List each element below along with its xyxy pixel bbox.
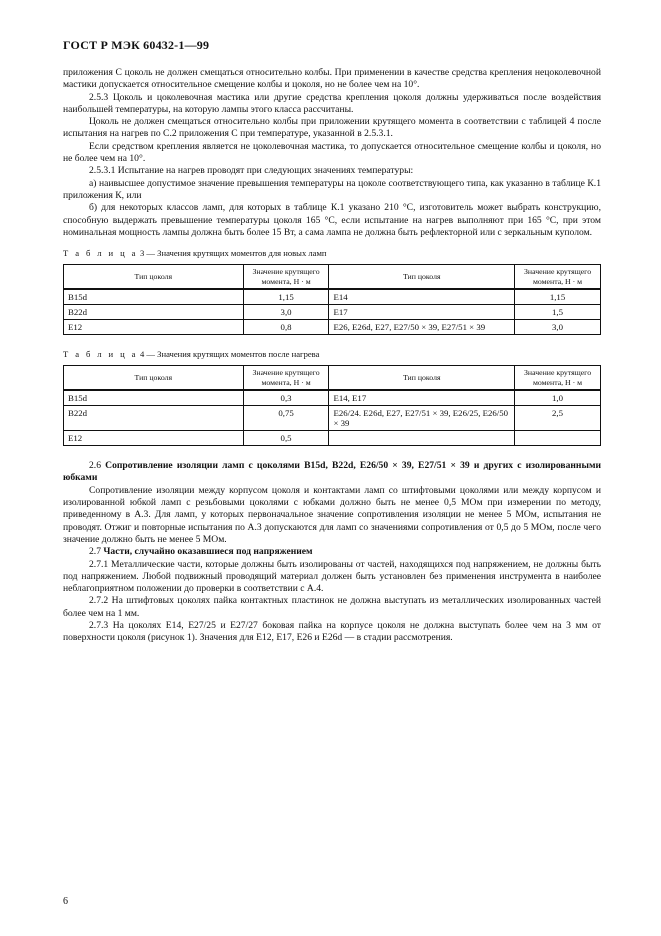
- section-2-7-heading: 2.7 Части, случайно оказавшиеся под напряжением: [89, 546, 313, 558]
- column-header: Значение крутящего момента, Н · м: [243, 366, 329, 391]
- table-cell: 1,5: [515, 305, 601, 320]
- table-cell: [329, 431, 515, 446]
- table-row: [64, 305, 601, 320]
- paragraph: 2.5.3.1 Испытание на нагрев проводят при следующих значениях температуры:: [89, 165, 414, 177]
- table-header-row: [64, 366, 601, 391]
- table-cell: E17: [329, 305, 515, 320]
- table-cell: 0,8: [243, 320, 329, 335]
- paragraph: Если средством крепления является не цоколевочная мастика, то допускается относительное смещение колбы и цоколя, но не более чем на 10°.: [63, 140, 601, 165]
- paragraph: Цоколь не должен смещаться относительно колбы при приложении крутящего момента в соответствии с таблицей 4 после испытания на нагрев по С.2 приложения С при температуре, указанной в 2.5.3.1.: [63, 116, 601, 140]
- column-header: Тип цоколя: [329, 265, 515, 290]
- table-cell: 3,0: [243, 305, 329, 320]
- column-header: Тип цоколя: [64, 366, 244, 391]
- table-row: [64, 406, 601, 431]
- list-item: а) наивысшее допустимое значение превышения температуры на цоколе соответствующего типа, как указанно в таблице К.1 приложения К, или: [63, 177, 601, 201]
- paragraph: 2.7.1 Металлические части, которые должны быть изолированы от частей, находящихся под напряжением, не должны быть под напряжением. Любой подвижный проводящий материал должен быть установлен без применения инструмента в наиболее неблагоприятном положении до проверки в соответствии с А.4.: [63, 558, 601, 595]
- table-cell: E12: [64, 431, 244, 446]
- table-row: [64, 390, 601, 406]
- table-cell: E26/24. E26d, E27, E27/51 × 39, E26/25, E26/50 × 39: [329, 406, 515, 431]
- column-header: Тип цоколя: [329, 366, 515, 391]
- column-header: Значение крутящего момента, Н · м: [515, 265, 601, 290]
- table-cell: 1,0: [515, 390, 601, 406]
- table-cell: E12: [64, 320, 244, 335]
- table-cell: E14: [329, 289, 515, 305]
- table-header-row: [64, 265, 601, 290]
- table-cell: B15d: [64, 390, 244, 406]
- paragraph: приложения С цоколь не должен смещаться относительно колбы. При применении в качестве средства крепления нецоколевочной мастики допускается относительное смещение колбы и цоколя, но не более чем на 10°.: [63, 67, 601, 91]
- column-header: Значение крутящего момента, Н · м: [515, 366, 601, 391]
- table-cell: 1,15: [243, 289, 329, 305]
- document-header: ГОСТ Р МЭК 60432-1—99: [63, 38, 210, 52]
- table3: [63, 264, 601, 335]
- document-page: [63, 38, 601, 645]
- table-cell: 1,15: [515, 289, 601, 305]
- list-item: б) для некоторых классов ламп, для которых в таблице К.1 указано 210 °С, изготовитель может выбрать конструкцию, способную выдержать превышение температуры цоколя 165 °С, если испытание на нагрев выполняют при 165 °С, при этом номинальная мощность лампы должна быть более 15 Вт, а сама лампа не должна быть рефлекторной или с зеркальным куполом.: [63, 202, 601, 238]
- table-cell: [515, 431, 601, 446]
- table-cell: B22d: [64, 305, 244, 320]
- table4: [63, 365, 601, 446]
- table-cell: 0,75: [243, 406, 329, 431]
- column-header: Тип цоколя: [64, 265, 244, 290]
- table-row: [64, 431, 601, 446]
- paragraph: 2.5.3 Цоколь и цоколевочная мастика или другие средства крепления цоколя должны удерживаться после воздействия наибольшей температуры, на которую лампы этого класса рассчитаны.: [63, 91, 601, 115]
- table-cell: 3,0: [515, 320, 601, 335]
- paragraph: Сопротивление изоляции между корпусом цоколя и контактами ламп со штифтовыми цоколями или между корпусом и изолированной юбкой ламп с резьбовыми цоколями с юбками должно быть не менее 0,5 МОм при измерении по методу, приведенному в А.3. Для ламп, у которых первоначальное значение сопротивления изоляции не менее 5 МОм, испытания не проводят. Отжиг и повторные испытания по А.3 допускаются для ламп со значениями сопротивления от 0,5 до 5 МОм, после чего значение должно быть не менее 5 МОм.: [63, 484, 601, 545]
- paragraph: 2.7.2 На штифтовых цоколях пайка контактных пластинок не должна выступать из металлических изолированных частей более чем на 1 мм.: [63, 595, 601, 619]
- table-cell: 2,5: [515, 406, 601, 431]
- table-row: [64, 320, 601, 335]
- table-cell: E26, E26d, E27, E27/50 × 39, E27/51 × 39: [329, 320, 515, 335]
- table3-caption: Т а б л и ц а 3 — Значения крутящих моментов для новых ламп: [63, 248, 327, 259]
- section-2-6-heading: 2.6 Сопротивление изоляции ламп с цоколями B15d, B22d, E26/50 × 39, E27/51 × 39 и других с изолированными юбками: [63, 460, 601, 484]
- page-number: 6: [63, 896, 68, 907]
- table-cell: E14, E17: [329, 390, 515, 406]
- table-cell: 0,5: [243, 431, 329, 446]
- paragraph: 2.7.3 На цоколях E14, E27/25 и E27/27 боковая пайка на корпусе цоколя не должна выступать более чем на 3 мм от поверхности цоколя (рисунок 1). Значения для E12, E17, E26 и E26d — в стадии рассмотрения.: [63, 620, 601, 644]
- table-cell: B22d: [64, 406, 244, 431]
- column-header: Значение крутящего момента, Н · м: [243, 265, 329, 290]
- table4-caption: Т а б л и ц а 4 — Значения крутящих моментов после нагрева: [63, 349, 320, 360]
- table-row: [64, 289, 601, 305]
- table-cell: B15d: [64, 289, 244, 305]
- table-cell: 0,3: [243, 390, 329, 406]
